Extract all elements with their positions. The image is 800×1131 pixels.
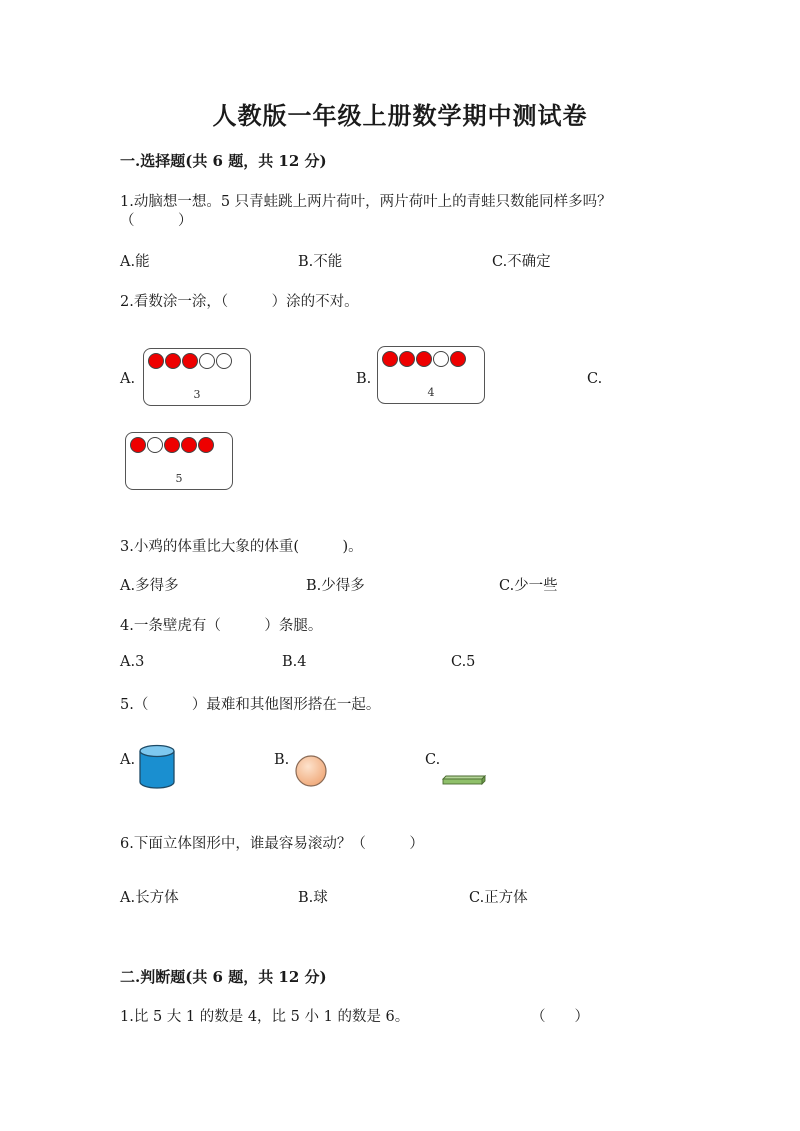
empty-dot — [199, 353, 215, 369]
question-3-option-b[interactable]: B.少得多 — [306, 578, 365, 594]
sphere-icon — [294, 754, 328, 788]
question-2-stem: 2.看数涂一涂，（ ）涂的不对。 — [120, 294, 359, 310]
red-dot — [382, 351, 398, 367]
empty-dot — [433, 351, 449, 367]
judgment-1-answer-blank[interactable]: （ ） — [531, 1009, 589, 1025]
question-1-stem: 1.动脑想一想。5 只青蛙跳上两片荷叶，两片荷叶上的青蛙只数能同样多吗？ — [120, 194, 612, 210]
cylinder-icon — [138, 744, 178, 790]
question-2-option-c[interactable]: C. — [587, 371, 603, 387]
judgment-1-stem: 1.比 5 大 1 的数是 4，比 5 小 1 的数是 6。 — [120, 1009, 410, 1025]
dot-row — [130, 437, 214, 453]
cuboid-bar-icon — [441, 774, 487, 786]
question-4-option-c[interactable]: C.5 — [451, 654, 476, 670]
red-dot — [164, 437, 180, 453]
question-5-option-a[interactable]: A. — [120, 752, 136, 768]
dot-row — [382, 351, 466, 367]
question-1-option-c[interactable]: C.不确定 — [492, 254, 551, 270]
question-1-option-b[interactable]: B.不能 — [298, 254, 343, 270]
red-dot — [399, 351, 415, 367]
question-6-option-c[interactable]: C.正方体 — [469, 890, 528, 906]
dot-card-5 — [125, 432, 233, 490]
dot-card-number: 3 — [193, 388, 201, 401]
red-dot — [198, 437, 214, 453]
red-dot — [130, 437, 146, 453]
question-4-option-b[interactable]: B.4 — [282, 654, 307, 670]
section-heading-choice: 一.选择题(共 6 题，共 12 分) — [120, 152, 327, 170]
question-3-option-c[interactable]: C.少一些 — [499, 578, 558, 594]
dot-card-number: 4 — [427, 386, 435, 399]
question-6-option-b[interactable]: B.球 — [298, 890, 328, 906]
dot-card-4 — [377, 346, 485, 404]
red-dot — [181, 437, 197, 453]
question-4-option-a[interactable]: A.3 — [120, 654, 145, 670]
question-3-option-a[interactable]: A.多得多 — [120, 578, 179, 594]
red-dot — [182, 353, 198, 369]
question-5-option-c[interactable]: C. — [425, 752, 441, 768]
question-6-stem: 6.下面立体图形中，谁最容易滚动？（ ） — [120, 836, 424, 852]
question-4-stem: 4.一条壁虎有（ ）条腿。 — [120, 618, 323, 634]
section-heading-judgment: 二.判断题(共 6 题，共 12 分) — [120, 968, 327, 986]
question-5-stem: 5.（ ）最难和其他图形搭在一起。 — [120, 697, 381, 713]
empty-dot — [147, 437, 163, 453]
dot-card-3 — [143, 348, 251, 406]
empty-dot — [216, 353, 232, 369]
question-1-option-a[interactable]: A.能 — [120, 254, 150, 270]
red-dot — [148, 353, 164, 369]
question-5-option-b[interactable]: B. — [274, 752, 290, 768]
question-3-stem: 3.小鸡的体重比大象的体重( )。 — [120, 539, 363, 555]
red-dot — [165, 353, 181, 369]
red-dot — [450, 351, 466, 367]
dot-card-number: 5 — [175, 472, 183, 485]
page-title: 人教版一年级上册数学期中测试卷 — [212, 101, 588, 130]
question-6-option-a[interactable]: A.长方体 — [120, 890, 179, 906]
dot-row — [148, 353, 232, 369]
red-dot — [416, 351, 432, 367]
question-1-answer-blank: （ ） — [120, 213, 193, 229]
question-2-option-a[interactable]: A. — [120, 371, 136, 387]
question-2-option-b[interactable]: B. — [356, 371, 372, 387]
